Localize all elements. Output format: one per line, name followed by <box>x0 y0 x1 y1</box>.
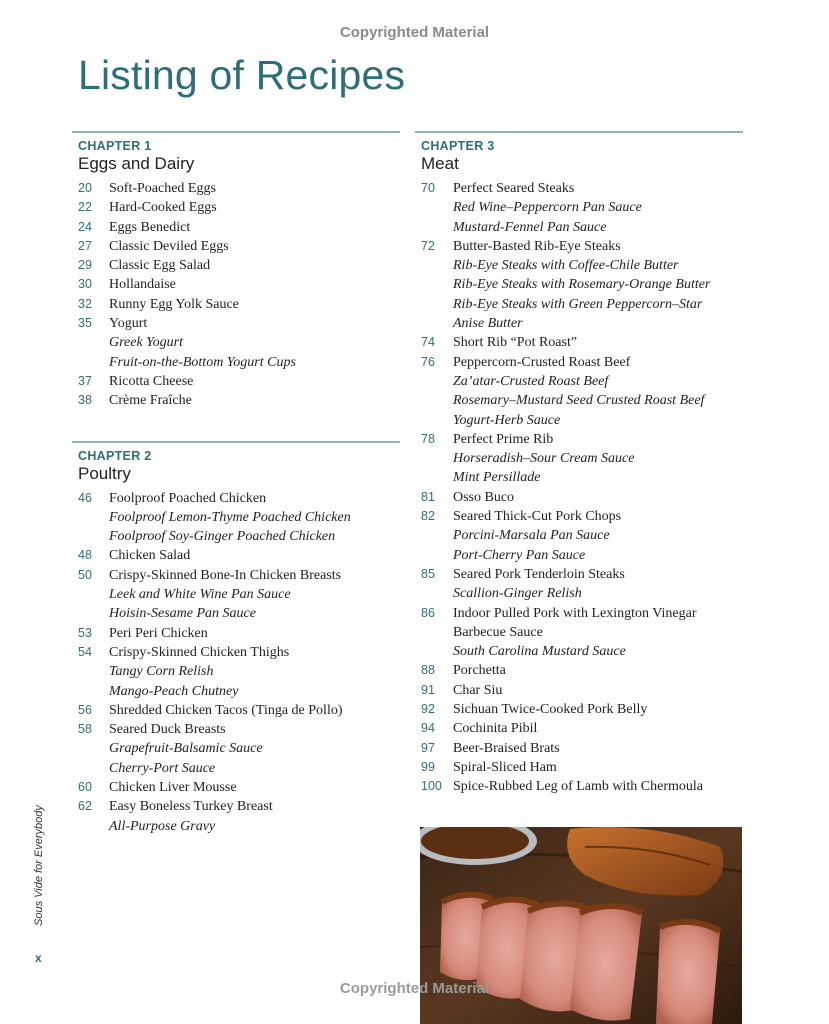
recipe-item <box>415 681 743 700</box>
recipe-name: Grapefruit-Balsamic Sauce <box>109 741 263 757</box>
recipe-item <box>415 353 743 372</box>
recipe-page-number: 50 <box>78 567 92 582</box>
recipe-variation-item <box>415 468 743 487</box>
recipe-page-number: 56 <box>78 702 92 717</box>
recipe-item <box>72 391 400 410</box>
recipe-page-number: 46 <box>78 490 92 505</box>
recipe-page-number <box>415 391 453 410</box>
recipe-page-number: 76 <box>421 354 435 369</box>
recipe-item <box>72 179 400 198</box>
recipe-variation-item <box>415 546 743 565</box>
recipe-page-number <box>415 198 453 217</box>
recipe-name: Chicken Salad <box>109 548 191 564</box>
recipe-variation-item <box>72 508 400 527</box>
recipe-page-number: 24 <box>78 219 92 234</box>
recipe-page-number: 60 <box>78 780 92 795</box>
recipe-item <box>415 661 743 680</box>
recipe-page-number: 91 <box>421 682 435 697</box>
recipe-variation-item <box>415 526 743 545</box>
recipe-page-number: 78 <box>421 431 435 446</box>
recipe-name: Classic Egg Salad <box>109 258 211 274</box>
recipe-list <box>72 489 400 836</box>
recipe-name: Beer-Braised Brats <box>453 740 560 756</box>
recipe-name: Rosemary–Mustard Seed Crusted Roast Beef <box>453 393 705 409</box>
recipe-page-number <box>415 526 453 545</box>
recipe-name: Za’atar-Crusted Roast Beef <box>453 373 609 389</box>
recipe-name: All-Purpose Gravy <box>109 818 216 834</box>
recipe-name: Seared Duck Breasts <box>109 722 226 738</box>
recipe-list <box>72 179 400 411</box>
recipe-item <box>72 314 400 333</box>
recipe-page-number <box>415 468 453 487</box>
page-number: x <box>35 951 42 965</box>
recipe-name: Chicken Liver Mousse <box>109 780 237 796</box>
recipe-page-number <box>415 584 453 603</box>
recipe-page-number: 74 <box>421 335 435 350</box>
recipe-name: Greek Yogurt <box>109 335 184 351</box>
recipe-page-number <box>415 546 453 565</box>
recipe-page-number <box>72 333 109 352</box>
recipe-page-number <box>72 527 109 546</box>
recipe-item <box>415 237 743 256</box>
recipe-variation-item <box>72 817 400 836</box>
recipe-variation-item <box>415 218 743 237</box>
recipe-name: Indoor Pulled Pork with Lexington Vinegar <box>453 605 697 621</box>
recipe-page-number: 37 <box>78 373 92 388</box>
recipe-variation-item <box>415 584 743 603</box>
recipe-page-number: 72 <box>421 238 435 253</box>
recipe-name: Char Siu <box>453 682 503 698</box>
recipe-name: Porcini-Marsala Pan Sauce <box>453 528 610 544</box>
recipe-name: Seared Pork Tenderloin Steaks <box>453 566 625 582</box>
recipe-name: Rib-Eye Steaks with Coffee-Chile Butter <box>453 258 679 274</box>
recipe-name: Horseradish–Sour Cream Sauce <box>453 451 635 467</box>
recipe-name: Barbecue Sauce <box>453 624 543 640</box>
recipe-page-number <box>415 642 453 661</box>
recipe-name: Cherry-Port Sauce <box>109 760 216 776</box>
recipe-variation-item <box>72 585 400 604</box>
recipe-page-number <box>72 682 109 701</box>
recipe-name: Port-Cherry Pan Sauce <box>453 547 586 563</box>
recipe-variation-item <box>415 314 743 333</box>
book-title-text: Sous Vide for Everybody <box>33 805 45 926</box>
recipe-variation-item <box>415 295 743 314</box>
recipe-page-number: 70 <box>421 181 435 195</box>
recipe-variation-item <box>72 333 400 352</box>
recipe-page-number: 94 <box>421 721 435 736</box>
chapter-1 <box>72 131 400 411</box>
recipe-item <box>72 778 400 797</box>
recipe-item <box>72 372 400 391</box>
recipe-name: Rib-Eye Steaks with Rosemary-Orange Butter <box>453 277 711 293</box>
recipe-variation-item <box>415 642 743 661</box>
recipe-page-number <box>415 218 453 237</box>
recipe-page-number: 82 <box>421 509 435 524</box>
recipe-item <box>72 218 400 237</box>
recipe-item <box>415 507 743 526</box>
recipe-name: Ricotta Cheese <box>109 373 194 389</box>
recipe-name: Foolproof Soy-Ginger Poached Chicken <box>109 529 336 545</box>
recipe-item <box>72 720 400 739</box>
recipe-name: Crème Fraîche <box>109 393 192 409</box>
recipe-name: Sichuan Twice-Cooked Pork Belly <box>453 702 648 718</box>
recipe-variation-item <box>415 275 743 294</box>
recipe-name: Yogurt-Herb Sauce <box>453 412 561 428</box>
recipe-page-number <box>72 759 109 778</box>
recipe-variation-item <box>72 759 400 778</box>
recipe-variation-item <box>415 411 743 430</box>
recipe-list <box>415 179 743 797</box>
recipe-variation-item <box>415 449 743 468</box>
recipe-name: Hoisin-Sesame Pan Sauce <box>109 606 256 622</box>
chapter-3 <box>415 131 743 797</box>
recipe-variation-item <box>72 527 400 546</box>
recipe-item <box>72 489 400 508</box>
recipe-name: Soft-Poached Eggs <box>109 181 216 196</box>
recipe-page-number: 54 <box>78 644 92 659</box>
recipe-name: Foolproof Poached Chicken <box>109 490 267 506</box>
recipe-item <box>415 719 743 738</box>
recipe-page-number <box>415 314 453 333</box>
recipe-page-number: 27 <box>78 238 92 253</box>
chapter-2 <box>72 441 400 836</box>
right-column <box>415 131 743 797</box>
recipe-name: Perfect Prime Rib <box>453 431 554 447</box>
recipe-item <box>415 739 743 758</box>
recipe-item <box>415 179 743 198</box>
recipe-name: Leek and White Wine Pan Sauce <box>109 587 291 603</box>
recipe-page-number: 22 <box>78 200 92 215</box>
recipe-page-number <box>415 411 453 430</box>
recipe-name: Foolproof Lemon-Thyme Poached Chicken <box>109 509 351 525</box>
recipe-page-number <box>415 372 453 391</box>
recipe-name: Fruit-on-the-Bottom Yogurt Cups <box>109 354 296 370</box>
recipe-name: Cochinita Pibil <box>453 721 538 737</box>
recipe-name: Crispy-Skinned Bone-In Chicken Breasts <box>109 567 342 583</box>
recipe-item <box>72 797 400 816</box>
recipe-item <box>72 624 400 643</box>
recipe-name: Hard-Cooked Eggs <box>109 200 217 216</box>
recipe-name: Tangy Corn Relish <box>109 664 214 680</box>
recipe-item <box>415 333 743 352</box>
watermark-bottom: Copyrighted Material <box>339 980 490 997</box>
recipe-page-number <box>72 604 109 623</box>
recipe-page-number: 88 <box>421 663 435 678</box>
recipe-name: Classic Deviled Eggs <box>109 238 229 254</box>
recipe-page-number <box>415 256 453 275</box>
recipe-variation-item <box>72 682 400 701</box>
recipe-variation-item <box>415 256 743 275</box>
recipe-page-number: 92 <box>421 702 435 717</box>
recipe-variation-item <box>415 372 743 391</box>
recipe-item <box>72 237 400 256</box>
recipe-page-number <box>415 275 453 294</box>
recipe-item <box>72 643 400 662</box>
recipe-name: Spice-Rubbed Leg of Lamb with Chermoula <box>453 779 703 795</box>
recipe-name: Spiral-Sliced Ham <box>453 759 557 775</box>
recipe-name: Runny Egg Yolk Sauce <box>109 296 239 312</box>
recipe-variation-item <box>72 353 400 372</box>
recipe-name: Red Wine–Peppercorn Pan Sauce <box>453 200 642 216</box>
recipe-page-number: 97 <box>421 740 435 755</box>
recipe-page-number: 85 <box>421 566 435 581</box>
recipe-page-number <box>415 449 453 468</box>
recipe-item <box>415 700 743 719</box>
recipe-variation-item <box>415 391 743 410</box>
recipe-page-number: 86 <box>421 605 435 620</box>
recipe-variation-item <box>72 604 400 623</box>
recipe-item <box>415 777 743 796</box>
recipe-name: Anise Butter <box>453 316 523 332</box>
recipe-page-number: 53 <box>78 625 92 640</box>
recipe-name: Osso Buco <box>453 489 515 505</box>
recipe-page-number: 29 <box>78 258 92 273</box>
recipe-name: Perfect Seared Steaks <box>453 181 575 196</box>
recipe-page-number <box>415 295 453 314</box>
recipe-name: Mint Persillade <box>453 470 541 486</box>
recipe-page-number: 62 <box>78 799 92 814</box>
chapter-label: CHAPTER 3 <box>421 139 495 153</box>
recipe-page-number <box>72 508 109 527</box>
recipe-name: Seared Thick-Cut Pork Chops <box>453 509 622 525</box>
recipe-name: Easy Boneless Turkey Breast <box>109 799 273 815</box>
recipe-page-number <box>415 623 453 642</box>
recipe-name: Rib-Eye Steaks with Green Peppercorn–Star <box>453 296 703 312</box>
chapter-title: Poultry <box>78 463 131 483</box>
recipe-name: Mustard-Fennel Pan Sauce <box>453 219 607 235</box>
recipe-name: Mango-Peach Chutney <box>109 683 239 699</box>
recipe-page-number: 48 <box>78 548 92 563</box>
recipe-page-number <box>72 662 109 681</box>
recipe-item <box>415 565 743 584</box>
recipe-item <box>72 275 400 294</box>
watermark-top: Copyrighted Material <box>339 24 490 41</box>
recipe-item <box>415 488 743 507</box>
recipe-page-number: 20 <box>78 181 92 195</box>
recipe-name: South Carolina Mustard Sauce <box>453 644 626 660</box>
recipe-name: Butter-Basted Rib-Eye Steaks <box>453 238 621 254</box>
chapter-title: Eggs and Dairy <box>78 154 195 173</box>
recipe-name: Yogurt <box>109 316 148 332</box>
recipe-name: Shredded Chicken Tacos (Tinga de Pollo) <box>109 702 343 718</box>
recipe-page-number: 81 <box>421 489 435 504</box>
recipe-name: Scallion-Ginger Relish <box>453 586 582 602</box>
recipe-item <box>72 566 400 585</box>
recipe-variation-item <box>415 198 743 217</box>
recipe-variation-item <box>72 739 400 758</box>
recipe-item <box>415 623 743 642</box>
recipe-page-number <box>72 585 109 604</box>
recipe-page-number: 35 <box>78 316 92 331</box>
recipe-item <box>415 430 743 449</box>
recipe-page-number: 99 <box>421 759 435 774</box>
recipe-page-number: 58 <box>78 722 92 737</box>
recipe-item <box>72 256 400 275</box>
recipe-item <box>72 701 400 720</box>
recipe-page-number: 30 <box>78 277 92 292</box>
recipe-item <box>415 758 743 777</box>
recipe-item <box>72 295 400 314</box>
chapter-title: Meat <box>421 154 459 173</box>
recipe-page-number <box>72 739 109 758</box>
recipe-page-number <box>72 817 109 836</box>
recipe-page-number <box>72 353 109 372</box>
left-column <box>72 131 400 836</box>
recipe-page-number: 32 <box>78 296 92 311</box>
recipe-name: Eggs Benedict <box>109 219 191 235</box>
recipe-page-number: 100 <box>421 779 442 794</box>
recipe-name: Peri Peri Chicken <box>109 625 208 641</box>
recipe-item <box>415 604 743 623</box>
recipe-variation-item <box>72 662 400 681</box>
chapter-label: CHAPTER 1 <box>78 139 152 153</box>
chapter-label: CHAPTER 2 <box>78 448 152 463</box>
recipe-name: Short Rib “Pot Roast” <box>453 335 578 351</box>
page-title: Listing of Recipes <box>78 52 406 98</box>
book-title-side-label <box>28 800 48 930</box>
recipe-name: Porchetta <box>453 663 506 679</box>
recipe-item <box>72 546 400 565</box>
recipe-name: Hollandaise <box>109 277 176 293</box>
recipe-name: Peppercorn-Crusted Roast Beef <box>453 354 631 370</box>
recipe-page-number: 38 <box>78 393 92 408</box>
recipe-item <box>72 198 400 217</box>
recipe-name: Crispy-Skinned Chicken Thighs <box>109 644 290 660</box>
